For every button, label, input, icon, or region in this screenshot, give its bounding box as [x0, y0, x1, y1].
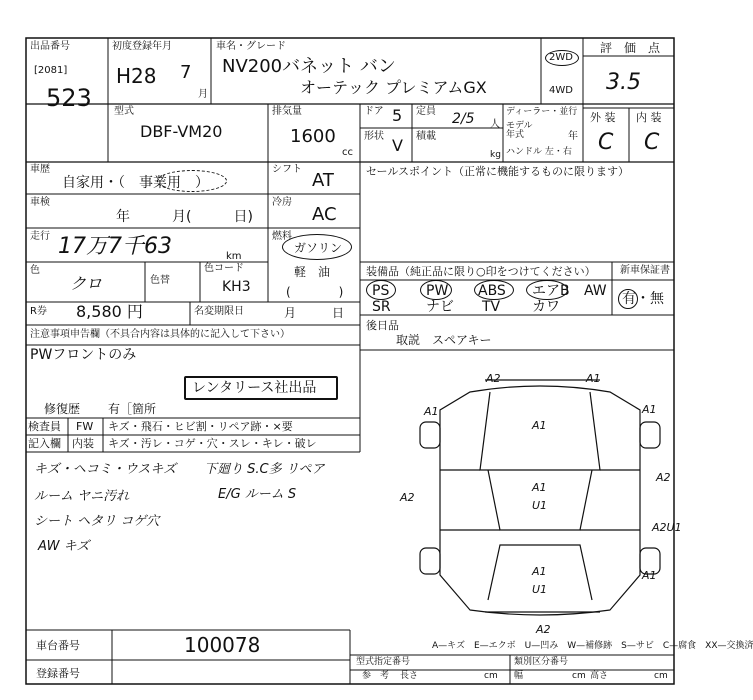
diagram-mark-6: A1: [532, 481, 547, 494]
color-change-label: 色替: [150, 275, 170, 286]
class-number-label: 類別区分番号: [514, 657, 569, 667]
handwritten-note-6: E/G ルーム S: [218, 487, 297, 502]
interior-label: 内 装: [636, 111, 662, 124]
recycle-label: R券: [30, 306, 47, 317]
month-unit: 月: [198, 89, 208, 100]
color: クロ: [70, 274, 103, 293]
after-label: 後日品: [366, 319, 399, 332]
first-reg-era: H28: [116, 64, 157, 88]
equip-pw: PW: [426, 283, 449, 299]
diagram-mark-1: A2: [486, 372, 501, 385]
handwritten-note-5: 下廻り S.C多 リペア: [204, 462, 325, 477]
equip-tv: TV: [482, 299, 501, 315]
usage: 自家用・（ 事業用 ）: [62, 175, 209, 191]
lot-number: 523: [46, 84, 92, 112]
fw-conditions: キズ・飛石・ヒビ割・リペア跡・×要: [108, 420, 293, 433]
exterior-label: 外 装: [590, 111, 616, 124]
sales-point-label: セールスポイント（正常に機能するものに限ります）: [366, 165, 630, 178]
diagram-mark-2: A1: [586, 372, 601, 385]
mileage-label: 走行: [30, 231, 50, 242]
car-grade: オーテック プレミアムGX: [300, 78, 487, 97]
diagram-mark-11: U1: [532, 583, 548, 596]
equip-sr: SR: [372, 299, 391, 315]
door-label: ドア: [364, 106, 384, 117]
score-label: 評 価 点: [600, 41, 661, 55]
length-label: 長さ: [400, 671, 419, 681]
equip-airbag: エアB: [532, 283, 570, 299]
height-unit: cm: [654, 671, 668, 681]
diagram-mark-9: A2: [656, 471, 671, 484]
color-label: 色: [30, 265, 40, 276]
interior-grade: C: [644, 130, 660, 155]
diagram-mark-7: U1: [532, 499, 548, 512]
height-label: 高さ: [590, 671, 609, 681]
diagram-mark-5: A1: [532, 419, 547, 432]
first-reg-label: 初度登録年月: [112, 41, 172, 52]
handwritten-note-2: ルーム ヤニ汚れ: [34, 489, 130, 504]
model-year-label: モデル年式: [506, 121, 533, 140]
diagram-mark-10: A1: [532, 565, 547, 578]
length-unit: cm: [484, 671, 498, 681]
seats-unit: 人: [490, 119, 500, 130]
model-code: DBF-VM20: [140, 122, 223, 141]
warranty: 有・無: [622, 291, 664, 307]
ac-label: 冷房: [272, 197, 292, 208]
first-reg-month: 7: [180, 62, 192, 83]
drive-4wd: 4WD: [549, 85, 573, 96]
body-shape: V: [392, 136, 403, 155]
rental-stamp-text: レンタリース社出品: [192, 380, 317, 396]
diagram-mark-8: A2: [400, 491, 415, 504]
after-items: 取説 スペアキー: [396, 333, 492, 347]
drive-2wd: 2WD: [549, 52, 573, 63]
type-designation-label: 型式指定番号: [356, 657, 411, 667]
shape-label: 形状: [364, 131, 384, 142]
inspector-label-1: 検査員: [28, 420, 61, 433]
equip-leather: カワ: [532, 299, 560, 315]
chassis-label: 車台番号: [36, 639, 80, 652]
notes-label: 注意事項申告欄（不具合内容は具体的に記入して下さい）: [30, 329, 290, 340]
lot-code: [2081]: [34, 65, 68, 76]
fw-label: FW: [76, 420, 94, 433]
mileage: 17万7千63: [58, 234, 172, 259]
displacement-unit: cc: [342, 147, 353, 158]
usage-label: 車歴: [30, 164, 50, 175]
equipment-label: 装備品（純正品に限り○印をつけてください）: [366, 265, 596, 278]
recycle-fee: 8,580 円: [76, 302, 143, 321]
shift: AT: [312, 170, 334, 191]
warranty-label: 新車保証書: [620, 265, 670, 276]
width-unit: cm: [572, 671, 586, 681]
equip-abs: ABS: [478, 283, 506, 299]
inspection-label: 車検: [30, 197, 50, 208]
displacement-label: 排気量: [272, 106, 302, 117]
notes-text: PWフロントのみ: [30, 347, 137, 363]
damage-legend: A—キズ E—エクボ U—凹み W—補修跡 S—サビ C—腐食 XX—交換済: [432, 641, 753, 651]
chassis-number: 100078: [184, 633, 261, 657]
handwritten-note-4: AW キズ: [38, 539, 90, 554]
diagram-mark-12: A2U1: [652, 521, 682, 534]
seats-label: 定員: [416, 106, 436, 117]
displacement: 1600: [290, 126, 336, 147]
fuel-gasoline: ガソリン: [294, 241, 343, 255]
equip-ps: PS: [372, 283, 390, 299]
car-name: NV200バネット バン: [222, 56, 396, 77]
diagram-mark-14: A2: [536, 623, 551, 636]
color-code: KH3: [222, 279, 251, 295]
equip-navi: ナビ: [426, 299, 454, 315]
dealer-label: ディーラー・並行: [506, 107, 578, 117]
load-label: 積載: [416, 131, 436, 142]
year-unit: 年: [568, 131, 578, 142]
diagram-mark-13: A1: [642, 569, 657, 582]
width-label: 幅: [514, 671, 524, 681]
load-unit: kg: [490, 150, 501, 160]
fuel-other: ( ): [286, 285, 344, 299]
exterior-grade: C: [598, 130, 614, 155]
repair-label: 修復歴: [44, 402, 81, 416]
fuel-diesel: 軽 油: [294, 265, 331, 279]
shift-label: シフト: [272, 164, 302, 175]
handwritten-note-1: キズ・ヘコミ・ウスキズ: [34, 462, 177, 477]
color-code-label: 色コード: [204, 263, 244, 274]
handwritten-note-3: シート ヘタリ コゲ穴: [34, 514, 160, 529]
equip-aw: AW: [584, 283, 607, 299]
repair: 有［箇所: [108, 402, 157, 416]
plate-label: 登録番号: [36, 667, 80, 680]
model-label: 型式: [114, 106, 134, 117]
transfer-label: 名変期限日: [194, 306, 244, 317]
interior-conditions: キズ・汚レ・コゲ・穴・スレ・キレ・破レ: [108, 437, 317, 450]
inspection: 年 月( 日): [116, 209, 253, 225]
door-count: 5: [392, 106, 403, 125]
ac: AC: [312, 204, 337, 225]
handle-label: ハンドル 左・右: [506, 147, 572, 157]
mileage-unit: km: [226, 251, 242, 262]
car-name-label: 車名・グレード: [216, 41, 286, 52]
score-value: 3.5: [606, 70, 641, 95]
diagram-mark-4: A1: [642, 403, 657, 416]
lot-label: 出品番号: [30, 41, 70, 52]
interior-cond-label: 内装: [72, 437, 94, 450]
transfer-date: 月 日: [284, 306, 345, 320]
diagram-mark-3: A1: [424, 405, 439, 418]
reference-label: 参 考: [362, 671, 390, 681]
inspector-label-2: 記入欄: [28, 437, 61, 450]
seats: 2/5: [452, 111, 475, 127]
fuel-label: 燃料: [272, 231, 292, 242]
